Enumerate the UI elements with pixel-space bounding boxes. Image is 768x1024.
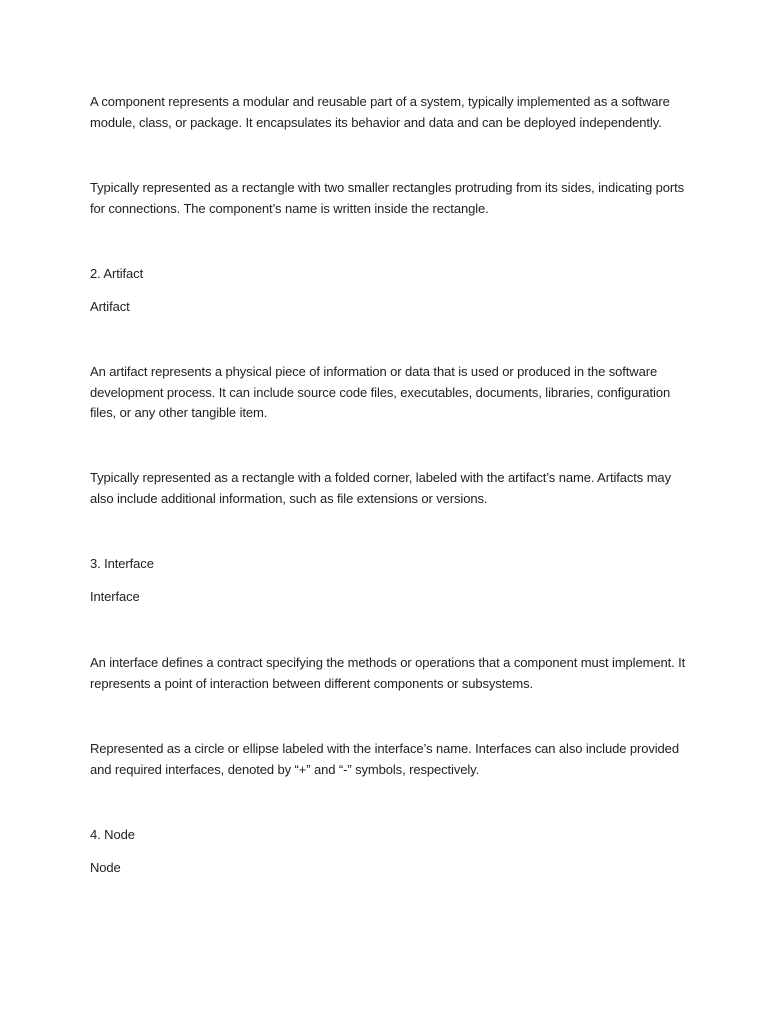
node-section-heading: 4. Node [90, 827, 135, 842]
interface-description-paragraph: An interface defines a contract specifying the methods or operations that a component must implement. It represents a point of interaction between different components or subsystems. [90, 655, 686, 691]
artifact-subheading: Artifact [90, 299, 130, 314]
interface-section-heading: 3. Interface [90, 556, 154, 571]
artifact-description-paragraph: An artifact represents a physical piece of information or data that is used or produced in the software development process. It can include source code files, executables, documents, libraries, configuration files, or any other tangible item. [90, 364, 671, 420]
artifact-notation-paragraph: Typically represented as a rectangle with a folded corner, labeled with the artifact’s name. Artifacts may also include additional information, such as file extensions or versions. [90, 470, 671, 506]
artifact-section-heading: 2. Artifact [90, 266, 144, 281]
component-notation-paragraph: Typically represented as a rectangle with two smaller rectangles protruding from its sides, indicating ports for connections. The component’s name is written inside the rectangle. [90, 180, 684, 216]
interface-notation-paragraph: Represented as a circle or ellipse labeled with the interface’s name. Interfaces can also include provided and required interfaces, denoted by “+” and “-” symbols, respectively. [90, 741, 679, 777]
component-description-paragraph: A component represents a modular and reusable part of a system, typically implemented as a software module, class, or package. It encapsulates its behavior and data and can be deployed independently. [90, 94, 670, 130]
interface-subheading: Interface [90, 589, 140, 604]
node-subheading: Node [90, 860, 121, 875]
